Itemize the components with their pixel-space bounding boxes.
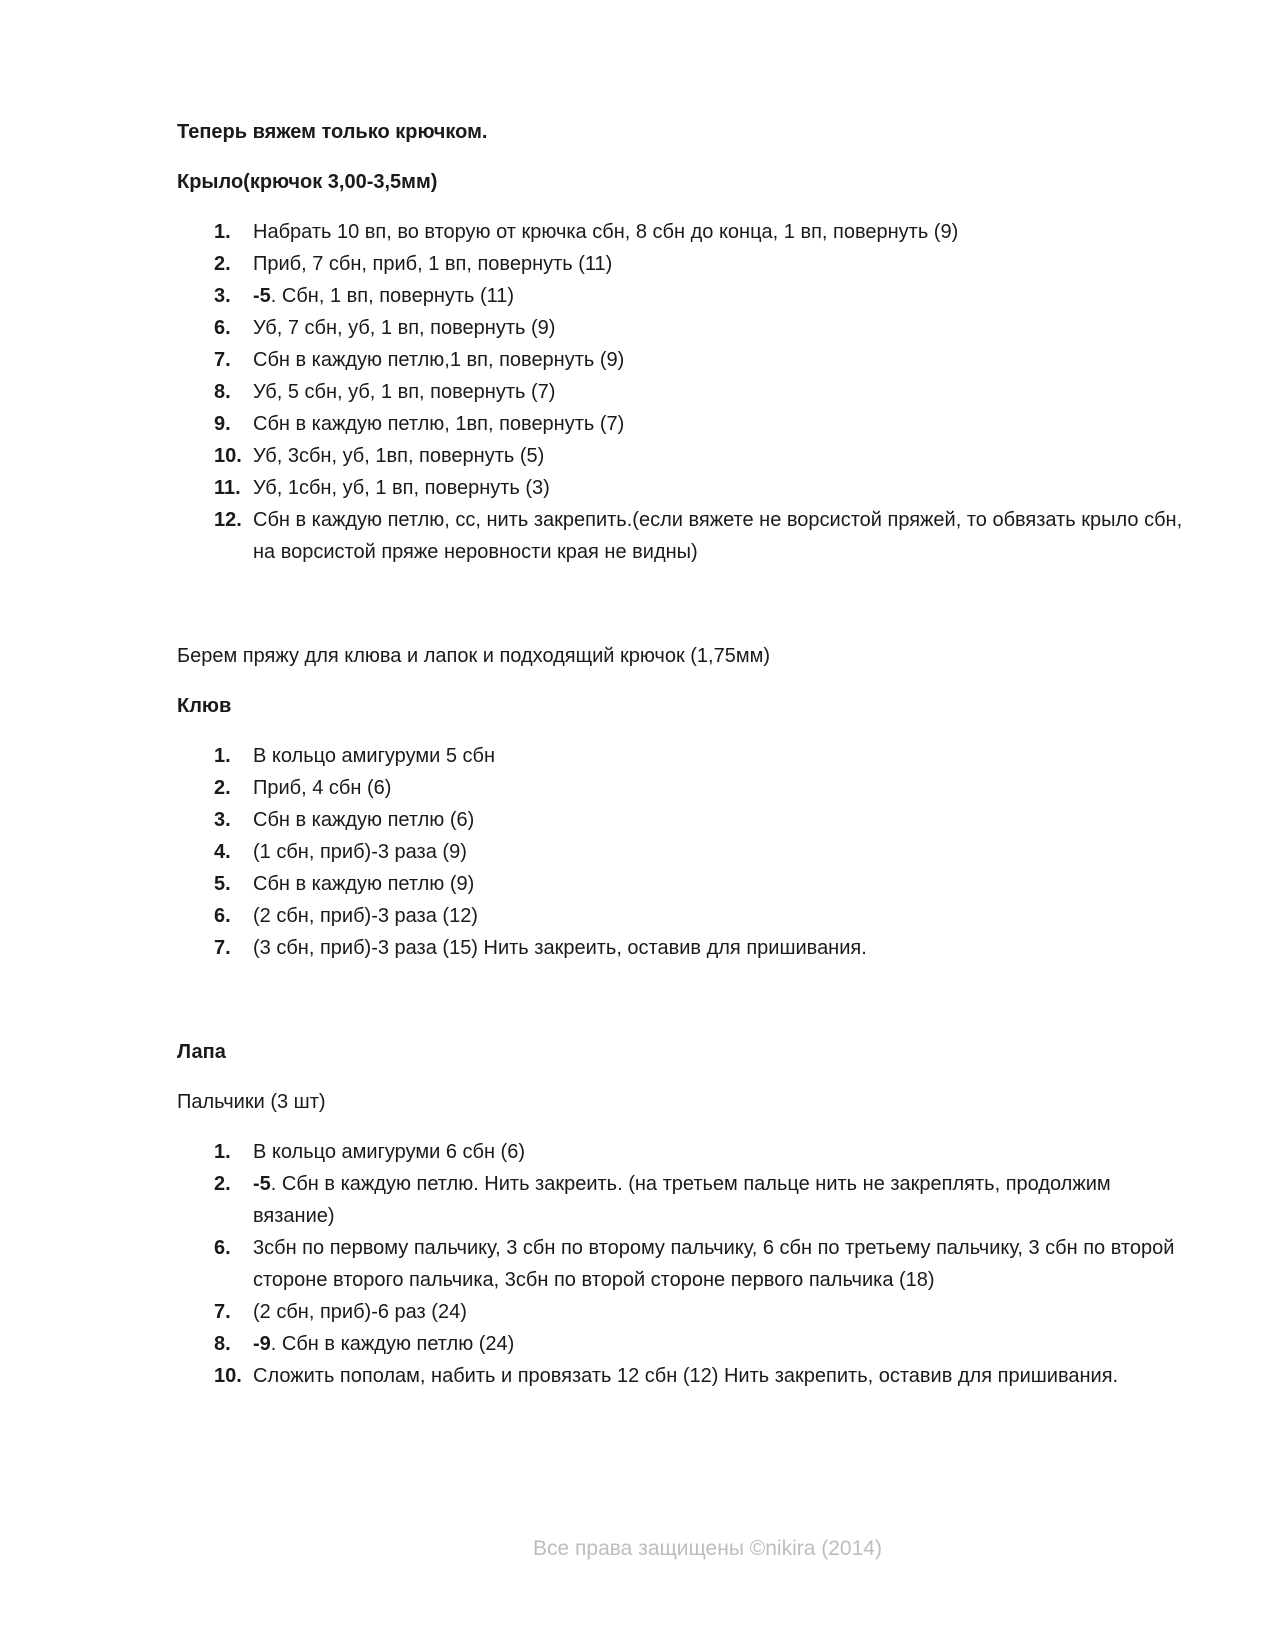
step-item (177, 376, 1187, 408)
step-range-prefix: -5 (253, 285, 271, 307)
beak-steps-list (177, 740, 1187, 964)
step-text: (1 сбн, приб)-3 раза (9) (253, 841, 467, 863)
step-range-prefix: -5 (253, 1173, 271, 1195)
step-item (177, 932, 1187, 964)
step-text: Приб, 4 сбн (6) (253, 777, 392, 799)
step-item (177, 740, 1187, 772)
step-number: 11. (214, 477, 241, 499)
paw-steps-list (177, 1136, 1187, 1392)
step-number: 7. (214, 349, 231, 371)
step-item (177, 1328, 1187, 1360)
step-item (177, 804, 1187, 836)
step-number: 12. (214, 509, 242, 531)
step-text: (2 сбн, приб)-6 раз (24) (253, 1301, 467, 1323)
step-item (177, 1168, 1187, 1232)
step-item (177, 900, 1187, 932)
step-number: 6. (214, 317, 231, 339)
step-item (177, 868, 1187, 900)
step-text: Сбн в каждую петлю,1 вп, повернуть (9) (253, 349, 625, 371)
step-item (177, 772, 1187, 804)
step-text: Уб, 1сбн, уб, 1 вп, повернуть (3) (253, 477, 550, 499)
wing-steps-list (177, 216, 1187, 568)
step-number: 2. (214, 1173, 231, 1195)
intro-heading: Теперь вяжем только крючком. (177, 121, 488, 143)
step-item (177, 440, 1187, 472)
step-number: 10. (214, 1365, 242, 1387)
copyright-footer: Все права защищены ©nikira (2014) (533, 1537, 882, 1560)
step-number: 2. (214, 777, 231, 799)
step-item (177, 280, 1187, 312)
beak-title: Клюв (177, 695, 232, 717)
step-text: Сбн в каждую петлю (9) (253, 873, 475, 895)
step-text: В кольцо амигуруми 5 сбн (253, 745, 496, 767)
step-item (177, 836, 1187, 868)
step-range-prefix: -9 (253, 1333, 271, 1355)
step-number: 3. (214, 809, 231, 831)
step-text: Набрать 10 вп, во вторую от крючка сбн, 8 сбн до конца, 1 вп, повернуть (9) (253, 221, 959, 243)
step-item (177, 1296, 1187, 1328)
step-item (177, 1360, 1187, 1392)
step-number: 7. (214, 1301, 231, 1323)
step-text: Приб, 7 сбн, приб, 1 вп, повернуть (11) (253, 253, 613, 275)
step-item (177, 504, 1187, 568)
step-text: Уб, 7 сбн, уб, 1 вп, повернуть (9) (253, 317, 556, 339)
step-number: 1. (214, 1141, 231, 1163)
step-item (177, 216, 1187, 248)
step-item (177, 248, 1187, 280)
step-text: Уб, 3сбн, уб, 1вп, повернуть (5) (253, 445, 545, 467)
step-text: . Сбн в каждую петлю. Нить закреить. (на третьем пальце нить не закреплять, продолжим вязание) (253, 1173, 1111, 1227)
step-number: 2. (214, 253, 231, 275)
step-text: Сбн в каждую петлю, 1вп, повернуть (7) (253, 413, 625, 435)
step-text: (3 сбн, приб)-3 раза (15) Нить закреить, оставив для пришивания. (253, 937, 867, 959)
paw-title: Лапа (177, 1041, 226, 1063)
step-item (177, 1136, 1187, 1168)
step-item (177, 312, 1187, 344)
step-number: 4. (214, 841, 231, 863)
step-number: 6. (214, 1237, 231, 1259)
wing-title: Крыло(крючок 3,00-3,5мм) (177, 171, 438, 193)
step-text: 3сбн по первому пальчику, 3 сбн по второму пальчику, 6 сбн по третьему пальчику, 3 сбн по второй стороне второго пальчика, 3сбн по второй стороне первого пальчика (18) (253, 1237, 1175, 1291)
step-text: (2 сбн, приб)-3 раза (12) (253, 905, 478, 927)
step-item (177, 472, 1187, 504)
step-text: . Сбн, 1 вп, повернуть (11) (270, 285, 515, 307)
step-item (177, 1232, 1187, 1296)
step-text: Уб, 5 сбн, уб, 1 вп, повернуть (7) (253, 381, 556, 403)
step-number: 6. (214, 905, 231, 927)
step-number: 7. (214, 937, 231, 959)
step-text: В кольцо амигуруми 6 сбн (6) (253, 1141, 526, 1163)
step-number: 10. (214, 445, 242, 467)
step-number: 5. (214, 873, 231, 895)
step-number: 9. (214, 413, 231, 435)
step-number: 3. (214, 285, 231, 307)
step-number: 1. (214, 745, 231, 767)
document-content (177, 116, 1187, 1392)
step-number: 8. (214, 381, 231, 403)
step-item (177, 408, 1187, 440)
yarn-note: Берем пряжу для клюва и лапок и подходящий крючок (1,75мм) (177, 645, 771, 667)
step-text: . Сбн в каждую петлю (24) (270, 1333, 515, 1355)
paw-subtitle: Пальчики (3 шт) (177, 1091, 326, 1113)
step-item (177, 344, 1187, 376)
step-text: Сбн в каждую петлю (6) (253, 809, 475, 831)
step-number: 8. (214, 1333, 231, 1355)
step-number: 1. (214, 221, 231, 243)
step-text: Сбн в каждую петлю, сс, нить закрепить.(если вяжете не ворсистой пряжей, то обвязать крыло сбн, на ворсистой пряже неровности края не видны) (253, 509, 1183, 563)
step-text: Сложить пополам, набить и провязать 12 сбн (12) Нить закрепить, оставив для пришивания. (253, 1365, 1119, 1387)
